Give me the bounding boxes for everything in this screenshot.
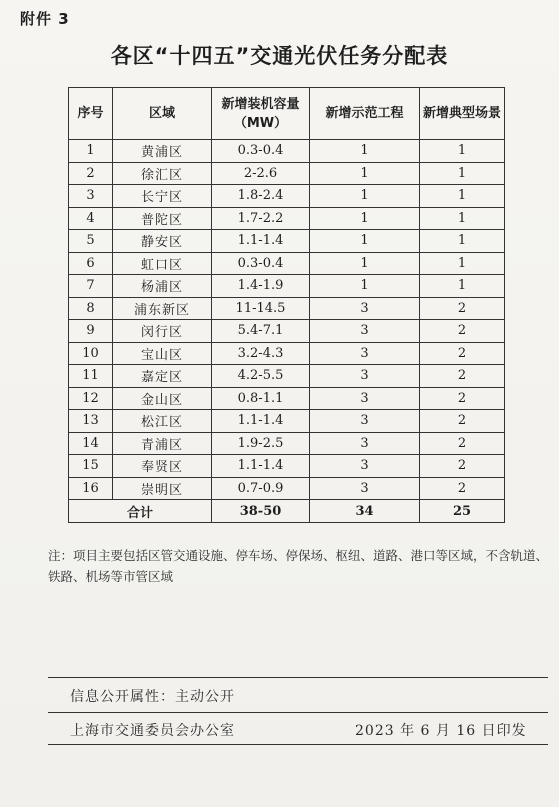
cell-no: 1 (69, 140, 113, 163)
table-body (69, 140, 505, 500)
cell-scene: 2 (420, 477, 505, 500)
header-capacity (212, 88, 310, 140)
table-note: 注：项目主要包括区管交通设施、停车场、停保场、枢纽、道路、港口等区域，不含轨道、铁路、机场等市管区域 (48, 548, 549, 584)
cell-demo: 1 (310, 207, 420, 230)
cell-district: 黄浦区 (113, 140, 212, 163)
cell-no: 12 (69, 387, 113, 410)
cell-demo: 3 (310, 432, 420, 455)
header-demo: 新增示范工程 (310, 88, 420, 140)
cell-no: 4 (69, 207, 113, 230)
issue-date: 2023 年 6 月 16 日印发 (355, 723, 527, 739)
total-capacity: 38-50 (212, 500, 310, 523)
cell-district: 崇明区 (113, 477, 212, 500)
cell-no: 3 (69, 185, 113, 208)
cell-scene: 2 (420, 410, 505, 433)
header-district: 区域 (113, 88, 212, 140)
cell-no: 6 (69, 252, 113, 275)
cell-capacity: 0.7-0.9 (212, 477, 310, 500)
cell-scene: 2 (420, 455, 505, 478)
total-scene: 25 (420, 500, 505, 523)
total-label: 合计 (69, 500, 212, 523)
table-row (69, 320, 505, 343)
cell-demo: 3 (310, 297, 420, 320)
cell-capacity: 1.1-1.4 (212, 455, 310, 478)
cell-capacity: 1.1-1.4 (212, 410, 310, 433)
header-capacity-line1: 新增装机容量 (221, 96, 300, 112)
document-title: 各区“十四五”交通光伏任务分配表 (110, 44, 449, 68)
table-row (69, 252, 505, 275)
table-total-row (69, 500, 505, 523)
table-row (69, 230, 505, 253)
cell-scene: 1 (420, 230, 505, 253)
table-row (69, 455, 505, 478)
cell-district: 奉贤区 (113, 455, 212, 478)
cell-demo: 1 (310, 162, 420, 185)
cell-district: 宝山区 (113, 342, 212, 365)
issuing-office: 上海市交通委员会办公室 (70, 723, 235, 739)
cell-no: 13 (69, 410, 113, 433)
cell-capacity: 2-2.6 (212, 162, 310, 185)
cell-scene: 1 (420, 140, 505, 163)
cell-no: 11 (69, 365, 113, 388)
disclosure-attribute: 信息公开属性：主动公开 (70, 689, 235, 705)
cell-scene: 1 (420, 185, 505, 208)
cell-demo: 3 (310, 455, 420, 478)
cell-district: 青浦区 (113, 432, 212, 455)
cell-no: 15 (69, 455, 113, 478)
cell-demo: 3 (310, 477, 420, 500)
cell-demo: 3 (310, 410, 420, 433)
cell-no: 7 (69, 275, 113, 298)
table-row (69, 207, 505, 230)
cell-demo: 1 (310, 275, 420, 298)
table-row (69, 342, 505, 365)
footer-rule-top (48, 677, 548, 678)
header-no: 序号 (69, 88, 113, 140)
cell-scene: 2 (420, 342, 505, 365)
cell-demo: 3 (310, 387, 420, 410)
cell-capacity: 0.3-0.4 (212, 252, 310, 275)
table-row (69, 140, 505, 163)
cell-demo: 3 (310, 320, 420, 343)
cell-scene: 2 (420, 432, 505, 455)
allocation-table (68, 87, 505, 523)
cell-scene: 1 (420, 275, 505, 298)
cell-demo: 1 (310, 252, 420, 275)
cell-no: 16 (69, 477, 113, 500)
table-row (69, 410, 505, 433)
cell-demo: 1 (310, 185, 420, 208)
total-demo: 34 (310, 500, 420, 523)
cell-capacity: 0.8-1.1 (212, 387, 310, 410)
cell-scene: 2 (420, 320, 505, 343)
cell-district: 嘉定区 (113, 365, 212, 388)
cell-district: 静安区 (113, 230, 212, 253)
cell-scene: 2 (420, 387, 505, 410)
cell-district: 浦东新区 (113, 297, 212, 320)
cell-capacity: 0.3-0.4 (212, 140, 310, 163)
header-scene: 新增典型场景 (420, 88, 505, 140)
cell-district: 金山区 (113, 387, 212, 410)
cell-no: 8 (69, 297, 113, 320)
table-row (69, 365, 505, 388)
cell-demo: 1 (310, 140, 420, 163)
footer-rule-middle (48, 712, 548, 713)
cell-capacity: 11-14.5 (212, 297, 310, 320)
cell-district: 闵行区 (113, 320, 212, 343)
table-row (69, 185, 505, 208)
cell-capacity: 1.7-2.2 (212, 207, 310, 230)
footer-rule-bottom (48, 744, 548, 745)
cell-capacity: 5.4-7.1 (212, 320, 310, 343)
cell-capacity: 4.2-5.5 (212, 365, 310, 388)
table-row (69, 477, 505, 500)
table-row (69, 297, 505, 320)
cell-district: 普陀区 (113, 207, 212, 230)
cell-district: 长宁区 (113, 185, 212, 208)
table-header-row (69, 88, 505, 140)
cell-scene: 1 (420, 252, 505, 275)
cell-no: 2 (69, 162, 113, 185)
cell-capacity: 1.1-1.4 (212, 230, 310, 253)
cell-capacity: 1.9-2.5 (212, 432, 310, 455)
table-row (69, 162, 505, 185)
table-row (69, 387, 505, 410)
cell-scene: 2 (420, 297, 505, 320)
cell-scene: 2 (420, 365, 505, 388)
header-capacity-line2: （MW） (233, 115, 288, 131)
cell-no: 9 (69, 320, 113, 343)
table-row (69, 432, 505, 455)
cell-district: 虹口区 (113, 252, 212, 275)
cell-capacity: 3.2-4.3 (212, 342, 310, 365)
cell-district: 徐汇区 (113, 162, 212, 185)
cell-demo: 3 (310, 365, 420, 388)
attachment-label: 附件 3 (20, 10, 70, 28)
cell-demo: 3 (310, 342, 420, 365)
cell-district: 杨浦区 (113, 275, 212, 298)
cell-no: 5 (69, 230, 113, 253)
cell-scene: 1 (420, 162, 505, 185)
cell-capacity: 1.4-1.9 (212, 275, 310, 298)
table-row (69, 275, 505, 298)
cell-no: 10 (69, 342, 113, 365)
cell-district: 松江区 (113, 410, 212, 433)
cell-capacity: 1.8-2.4 (212, 185, 310, 208)
cell-demo: 1 (310, 230, 420, 253)
cell-no: 14 (69, 432, 113, 455)
cell-scene: 1 (420, 207, 505, 230)
